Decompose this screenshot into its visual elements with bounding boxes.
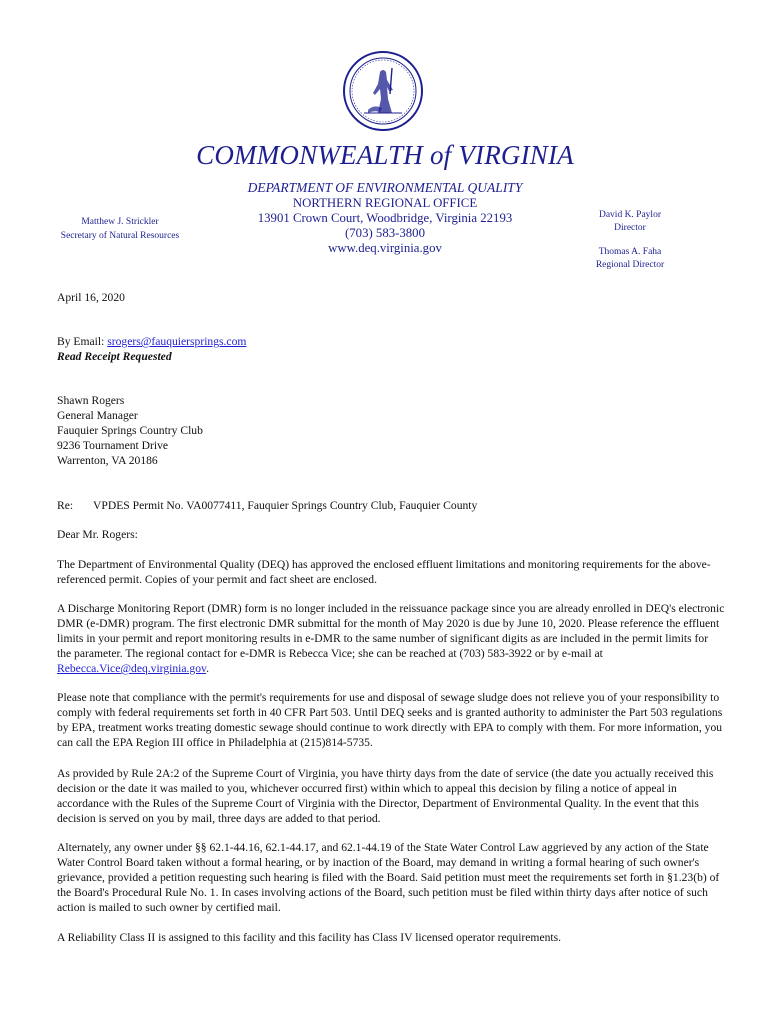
secretary-block <box>40 215 200 243</box>
paragraph-3 <box>57 690 725 750</box>
by-email-line <box>57 334 725 349</box>
paragraph-1-text: The Department of Environmental Quality (DEQ) has approved the enclosed effluent limitations and monitoring requirements for the above-referenced permit. Copies of your permit and fact sheet are enclosed. <box>57 558 711 586</box>
secretary-name: Matthew J. Strickler <box>81 217 159 227</box>
office-website: www.deq.virginia.gov <box>328 241 442 255</box>
re-label: Re: <box>57 499 74 512</box>
state-seal-icon <box>342 50 424 132</box>
recipient-title: General Manager <box>57 409 138 422</box>
paragraph-4-text: As provided by Rule 2A:2 of the Supreme Court of Virginia, you have thirty days from the date of service (the date you actually received this decision or the date it was mailed to you, whichever occurred first) within which to appeal this decision by filing a notice of appeal in accordance with the Rules of the Supreme Court of Virginia with the Director, Department of Environmental Quality. In the event that this decision is served on you by mail, three days are added to that period. <box>57 767 714 825</box>
paragraph-3-text: Please note that compliance with the permit's requirements for use and disposal of sewage sludge does not relieve you of your responsibility to comply with federal requirements set forth in 40 CFR Part 503. Until DEQ seeks and is granted authority to administer the Part 503 regulations by EPA, treatment works treating domestic sewage should continue to work directly with EPA to comply with them. For more information, you can call the EPA Region III office in Philadelphia at (215)814-5735. <box>57 691 723 749</box>
by-email-label: By Email: <box>57 335 105 348</box>
director-name: David K. Paylor <box>598 210 661 220</box>
letter-date <box>57 290 725 305</box>
recipient-email-link[interactable]: srogers@fauquiersprings.com <box>107 335 247 348</box>
paragraph-4 <box>57 766 725 826</box>
paragraph-2 <box>57 601 725 676</box>
date-text: April 16, 2020 <box>57 291 125 304</box>
salutation <box>57 527 725 542</box>
director-block <box>580 209 680 272</box>
paragraph-2-text: A Discharge Monitoring Report (DMR) form is no longer included in the reissuance package since you are already enrolled in DEQ's electronic DMR (e-DMR) program. The first electronic DMR submittal for the month of May 2020 is due by June 10, 2020. Please reference the effluent limits in your permit and report monitoring results in e-DMR to the same number of significant digits as are included in the permit limits for the parameter. The regional contact for e-DMR is Rebecca Vice; she can be reached at (703) 583-3922 or by e-mail at <box>57 602 725 660</box>
office-address-block <box>200 196 570 256</box>
rebecca-vice-email-link[interactable]: Rebecca.Vice@deq.virginia.gov <box>57 662 207 675</box>
office-address: 13901 Crown Court, Woodbridge, Virginia 22193 <box>257 211 513 225</box>
subject-line <box>57 498 725 513</box>
paragraph-2-end: . <box>206 662 209 675</box>
recipient-name: Shawn Rogers <box>57 394 125 407</box>
recipient-street: 9236 Tournament Drive <box>57 439 169 452</box>
regional-director-name: Thomas A. Faha <box>598 247 662 257</box>
letterhead-title-main: COMMONWEALTH <box>196 140 423 170</box>
office-name: NORTHERN REGIONAL OFFICE <box>292 196 478 210</box>
paragraph-5 <box>57 840 725 915</box>
paragraph-1 <box>57 557 725 587</box>
email-block <box>57 334 725 364</box>
paragraph-5-text: Alternately, any owner under §§ 62.1-44.16, 62.1-44.17, and 62.1-44.19 of the State Water Control Law aggrieved by any action of the State Water Control Board taken without a formal hearing, or by inaction of the Board, may demand in writing a formal hearing of such owner's grievance, provided a petition requesting such hearing is filed with the Board. Said petition must meet the requirements set forth in §1.23(b) of the Board's Procedural Rule No. 1. In cases involving actions of the Board, such petition must be filed within thirty days after notice of such action is mailed to such owner by certified mail. <box>57 841 720 914</box>
paragraph-6 <box>57 930 725 945</box>
recipient-city: Warrenton, VA 20186 <box>57 454 158 467</box>
recipient-address <box>57 393 725 468</box>
secretary-title: Secretary of Natural Resources <box>60 231 180 241</box>
re-text: VPDES Permit No. VA0077411, Fauquier Springs Country Club, Fauquier County <box>93 499 478 512</box>
read-receipt-text: Read Receipt Requested <box>57 350 172 363</box>
salutation-text: Dear Mr. Rogers: <box>57 528 138 541</box>
letterhead-title-state: VIRGINIA <box>458 140 574 170</box>
paragraph-6-text: A Reliability Class II is assigned to this facility and this facility has Class IV licensed operator requirements. <box>57 931 562 944</box>
director-title: Director <box>614 223 646 233</box>
recipient-company: Fauquier Springs Country Club <box>57 424 203 437</box>
regional-director-title: Regional Director <box>595 260 665 270</box>
office-phone: (703) 583-3800 <box>345 226 425 240</box>
letterhead-title-of: of <box>429 140 452 170</box>
department-name: DEPARTMENT OF ENVIRONMENTAL QUALITY <box>247 180 523 195</box>
letterhead-title <box>0 140 770 171</box>
